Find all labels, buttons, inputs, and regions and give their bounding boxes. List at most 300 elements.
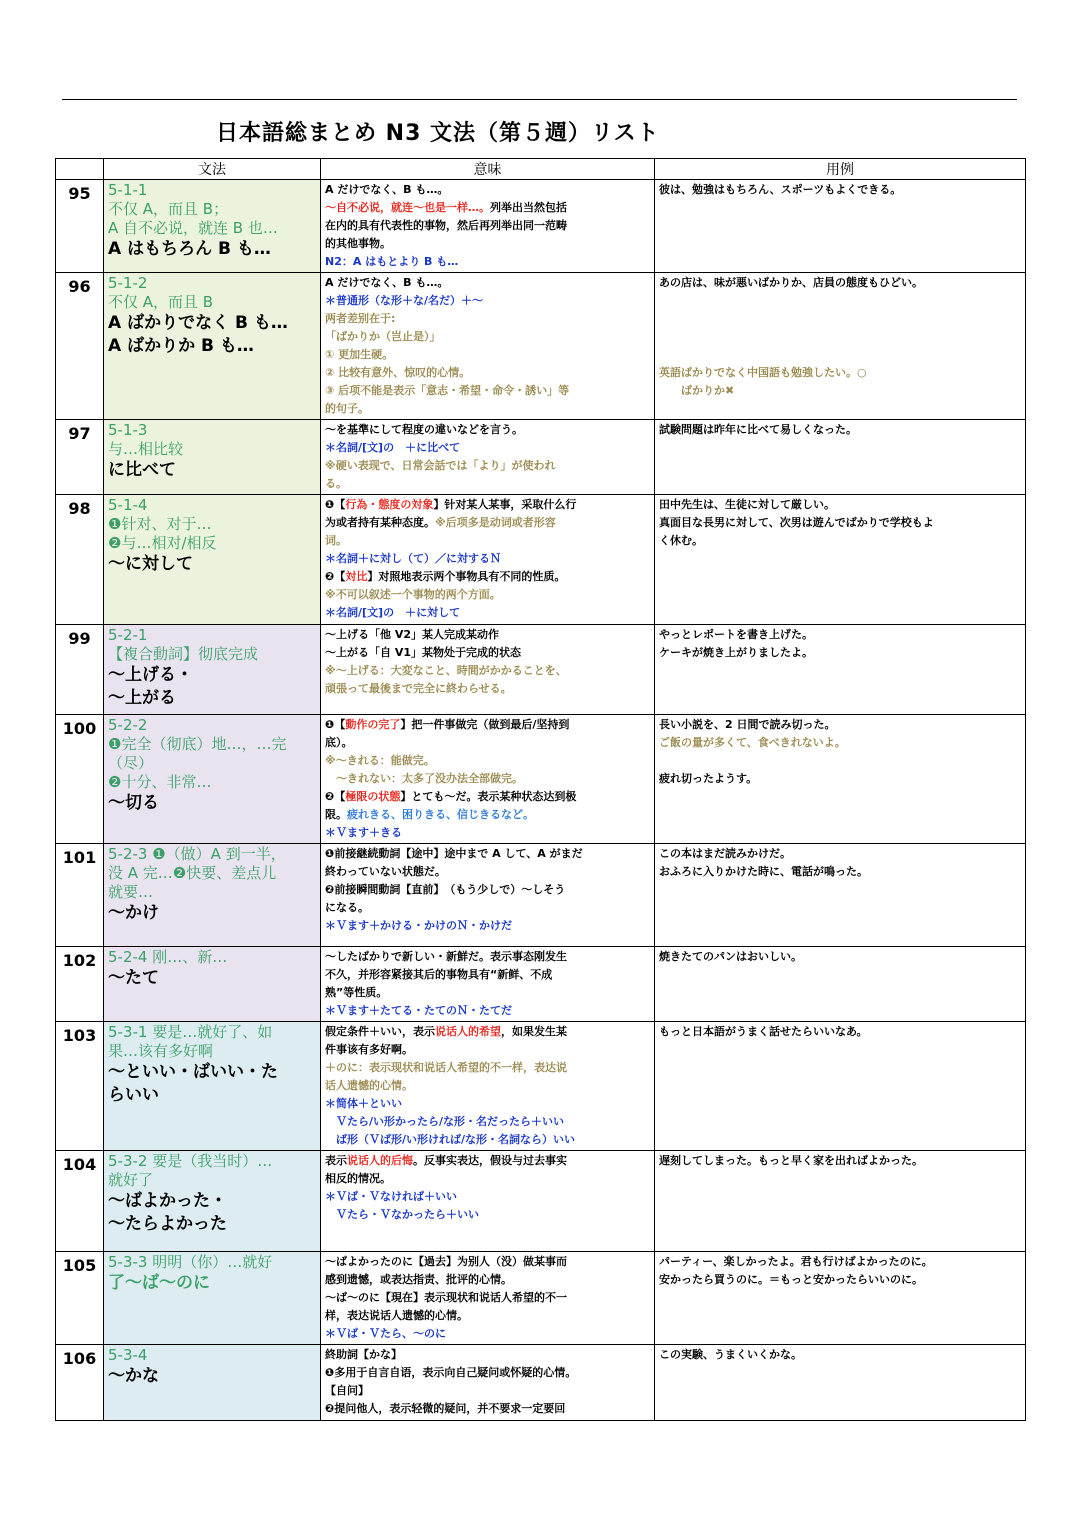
text-line xyxy=(325,328,650,346)
text-segment: る。 xyxy=(325,477,347,490)
grammar-cell xyxy=(104,947,321,1022)
text-segment: く休む。 xyxy=(659,534,703,547)
top-rule xyxy=(62,99,1017,100)
text-line xyxy=(325,788,650,806)
text-line xyxy=(659,1346,1021,1364)
text-segment: 件事该有多好啊。 xyxy=(325,1043,413,1056)
grammar-pattern: ～切る xyxy=(108,793,159,813)
grammar-label: 5-1-3 xyxy=(108,421,148,439)
text-line xyxy=(325,364,650,382)
grammar-pattern: ～たて xyxy=(108,968,159,988)
grammar-label: 不仅 A，而且 B； xyxy=(108,200,229,218)
text-segment: 说话人的后悔 xyxy=(347,1154,413,1167)
example-cell xyxy=(655,180,1026,273)
grammar-cell xyxy=(104,180,321,273)
text-segment: になる。 xyxy=(325,901,369,914)
meaning-cell xyxy=(321,947,655,1022)
text-segment xyxy=(659,294,663,307)
text-segment: ＊Ｖば・Ｖたら、～のに xyxy=(325,1327,446,1340)
text-segment: やっとレポートを書き上げた。 xyxy=(659,628,813,641)
meaning-cell xyxy=(321,273,655,420)
text-line xyxy=(325,1041,650,1059)
text-segment: ＊普通形（な形＋な/名だ）＋～ xyxy=(325,294,484,307)
text-segment: ❶【 xyxy=(325,718,346,731)
grammar-cell xyxy=(104,495,321,625)
grammar-label: 不仅 A，而且 B xyxy=(108,293,214,311)
text-segment: 感到遗憾，或表达指责、批评的心情。 xyxy=(325,1273,512,1286)
text-line xyxy=(325,310,650,328)
text-segment: ＊名詞＋に対し（て）／に対するＮ xyxy=(325,552,501,565)
text-line xyxy=(325,217,650,235)
text-line xyxy=(659,364,1021,382)
grammar-label: ❶完全（彻底）地…，…完 xyxy=(108,735,287,753)
grammar-pattern: ～上がる xyxy=(108,688,176,708)
table-header-row xyxy=(56,159,1026,180)
text-segment: 焼きたてのパンはおいしい。 xyxy=(659,950,802,963)
text-line xyxy=(325,1289,650,1307)
text-segment: 疲れきる、困りきる、信じきるなど。 xyxy=(347,808,534,821)
table-row xyxy=(56,844,1026,947)
grammar-cell xyxy=(104,420,321,495)
text-segment xyxy=(659,754,663,767)
text-segment: ② 比较有意外、惊叹的心情。 xyxy=(325,366,471,379)
text-segment: ❷提问他人，表示轻微的疑问，并不要求一定要回 xyxy=(325,1402,566,1415)
text-line xyxy=(325,948,650,966)
grammar-label: 了～ば～のに xyxy=(108,1273,210,1293)
text-line xyxy=(325,400,650,418)
text-line xyxy=(325,1188,650,1206)
text-segment: 】针对某人某事，采取什么行 xyxy=(433,498,577,511)
grammar-pattern: ～といい・ばいい・た xyxy=(108,1062,278,1082)
text-segment: ❷【 xyxy=(325,790,346,803)
grammar-label: 【複合動詞】彻底完成 xyxy=(108,645,259,663)
text-segment: 说话人的希望 xyxy=(435,1025,501,1038)
text-segment: 假定条件＋いい，表示 xyxy=(325,1025,435,1038)
text-line xyxy=(325,644,650,662)
text-segment: 列举出当然包括 xyxy=(490,201,567,214)
table-row xyxy=(56,947,1026,1022)
text-segment: おふろに入りかけた時に、電話が鳴った。 xyxy=(659,865,868,878)
text-segment xyxy=(659,312,663,325)
grammar-label: 5-2-1 xyxy=(108,626,148,644)
table-row xyxy=(56,273,1026,420)
text-segment: 終わっていない状態だ。 xyxy=(325,865,446,878)
text-line xyxy=(325,1131,650,1149)
example-cell xyxy=(655,420,1026,495)
text-segment: この本はまだ読みかけだ。 xyxy=(659,847,791,860)
grammar-pattern: らいい xyxy=(108,1085,159,1105)
text-segment: ＊Ｖます＋たてる・たてのＮ・たてだ xyxy=(325,1004,512,1017)
grammar-label: 与…相比较 xyxy=(108,440,184,458)
text-line xyxy=(325,346,650,364)
text-line xyxy=(325,1253,650,1271)
text-line xyxy=(325,1382,650,1400)
text-segment: ～上がる「自 V1」某物处于完成的状态 xyxy=(325,646,521,659)
row-number: 99 xyxy=(56,625,104,715)
meaning-cell xyxy=(321,1022,655,1151)
text-segment: Ｖたら/い形かったら/な形・名だったら＋いい xyxy=(325,1115,565,1128)
text-segment: A だけでなく、B も…。 xyxy=(325,183,449,196)
text-line xyxy=(659,770,1021,788)
example-cell xyxy=(655,625,1026,715)
text-line xyxy=(325,662,650,680)
text-segment: ～ば～のに【現在】表示现状和说话人希望的不一 xyxy=(325,1291,567,1304)
text-line xyxy=(325,917,650,935)
grammar-label: ❷十分、非常… xyxy=(108,773,212,791)
example-cell xyxy=(655,1022,1026,1151)
text-line xyxy=(325,881,650,899)
text-line xyxy=(659,1253,1021,1271)
text-line xyxy=(325,1206,650,1224)
text-segment: 样，表达说话人遗憾的心情。 xyxy=(325,1309,468,1322)
text-segment: 表示 xyxy=(325,1154,347,1167)
text-line xyxy=(325,1170,650,1188)
text-line xyxy=(325,1346,650,1364)
grammar-label: 果…该有多好啊 xyxy=(108,1042,214,1060)
text-segment: パーティー、楽しかったよ。君も行けばよかったのに。 xyxy=(659,1255,933,1268)
row-number: 98 xyxy=(56,495,104,625)
text-line xyxy=(325,181,650,199)
grammar-pattern: ～たらよかった xyxy=(108,1214,227,1234)
header-no xyxy=(56,159,104,180)
text-line xyxy=(325,1364,650,1382)
grammar-pattern: ～かけ xyxy=(108,903,159,923)
text-line xyxy=(325,863,650,881)
text-segment: 的句子。 xyxy=(325,402,369,415)
text-segment: 两者差别在于: xyxy=(325,312,396,325)
text-segment: もっと日本語がうまく話せたらいいなあ。 xyxy=(659,1025,868,1038)
grammar-label: 5-3-2 要是（我当时）… xyxy=(108,1152,273,1170)
text-segment xyxy=(659,330,663,343)
grammar-pattern: ～かな xyxy=(108,1366,159,1386)
row-number: 97 xyxy=(56,420,104,495)
row-number: 104 xyxy=(56,1151,104,1252)
grammar-label: 5-2-4 刚…、新… xyxy=(108,948,228,966)
text-line xyxy=(659,496,1021,514)
text-line xyxy=(659,274,1021,292)
table-row xyxy=(56,625,1026,715)
grammar-cell xyxy=(104,844,321,947)
text-line xyxy=(325,235,650,253)
example-cell xyxy=(655,1151,1026,1252)
row-number: 100 xyxy=(56,715,104,844)
text-segment: 的其他事物。 xyxy=(325,237,391,250)
text-segment: 在内的具有代表性的事物，然后再列举出同一范畴 xyxy=(325,219,567,232)
grammar-label: 5-1-2 xyxy=(108,274,148,292)
text-segment: Ｖたら・Ｖなかったら＋いい xyxy=(325,1208,479,1221)
text-segment: N2：A はもとより B も… xyxy=(325,255,459,268)
header-meaning: 意味 xyxy=(321,159,655,180)
text-line xyxy=(325,199,650,217)
grammar-label: 5-1-4 xyxy=(108,496,148,514)
example-cell xyxy=(655,1345,1026,1421)
text-segment: ＊名詞/[文]の ＋に対して xyxy=(325,606,461,619)
text-segment: 】とても～だ。表示某种状态达到极 xyxy=(400,790,577,803)
text-line xyxy=(325,586,650,604)
grammar-cell xyxy=(104,1252,321,1345)
grammar-cell xyxy=(104,625,321,715)
text-segment: ～上げる「他 V2」某人完成某动作 xyxy=(325,628,499,641)
grammar-label: 5-3-1 要是…就好了、如 xyxy=(108,1023,273,1041)
text-line xyxy=(325,1400,650,1418)
example-cell xyxy=(655,1252,1026,1345)
text-segment: ❷前接瞬間動詞【直前】 （もう少しで）～しそう xyxy=(325,883,566,896)
row-number: 95 xyxy=(56,180,104,273)
text-line xyxy=(325,292,650,310)
text-segment: 。反事实表达，假设与过去事实 xyxy=(413,1154,567,1167)
text-segment: ❶前接継続動詞【途中】途中まで A して、A がまだ xyxy=(325,847,583,860)
meaning-cell xyxy=(321,1345,655,1421)
text-line xyxy=(325,626,650,644)
text-line xyxy=(325,1002,650,1020)
meaning-cell xyxy=(321,1151,655,1252)
grammar-label: （尽） xyxy=(108,754,154,772)
table-body xyxy=(56,180,1026,1421)
text-segment: ＊简体＋といい xyxy=(325,1097,402,1110)
text-segment: ば形（Ｖば形/い形ければ/な形・名詞なら）いい xyxy=(325,1133,576,1146)
text-segment: 】把一件事做完（做到最后/坚持到 xyxy=(400,718,570,731)
text-line xyxy=(659,1152,1021,1170)
table-row xyxy=(56,1022,1026,1151)
text-line xyxy=(659,346,1021,364)
text-line xyxy=(325,1095,650,1113)
example-cell xyxy=(655,947,1026,1022)
row-number: 96 xyxy=(56,273,104,420)
text-line xyxy=(659,948,1021,966)
text-segment: あの店は、味が悪いばかりか、店員の態度もひどい。 xyxy=(659,276,923,289)
text-segment: 彼は、勉強はもちろん、スポーツもよくできる。 xyxy=(659,183,902,196)
meaning-cell xyxy=(321,180,655,273)
text-line xyxy=(325,1023,650,1041)
text-line xyxy=(659,734,1021,752)
text-segment: ～したばかりで新しい・新鮮だ。表示事态刚发生 xyxy=(325,950,567,963)
meaning-cell xyxy=(321,625,655,715)
text-segment: 頑張って最後まで完全に終わらせる。 xyxy=(325,682,512,695)
text-line xyxy=(325,984,650,1002)
text-segment: 词。 xyxy=(325,534,347,547)
text-line xyxy=(325,382,650,400)
text-segment: 「ばかりか（岂止是）」 xyxy=(325,330,441,343)
text-line xyxy=(325,899,650,917)
example-cell xyxy=(655,844,1026,947)
text-line xyxy=(659,382,1021,400)
text-line xyxy=(325,1325,650,1343)
text-line xyxy=(659,181,1021,199)
text-segment: ❶多用于自言自语，表示向自己疑问或怀疑的心情。 xyxy=(325,1366,577,1379)
text-line xyxy=(325,439,650,457)
text-segment: 话人遗憾的心情。 xyxy=(325,1079,413,1092)
grammar-table xyxy=(55,158,1026,1421)
table-row xyxy=(56,1151,1026,1252)
row-number: 106 xyxy=(56,1345,104,1421)
grammar-cell xyxy=(104,1151,321,1252)
text-line xyxy=(325,457,650,475)
grammar-label: A 自不必说，就连 B 也… xyxy=(108,219,278,237)
text-line xyxy=(325,421,650,439)
text-line xyxy=(659,292,1021,310)
grammar-label: 就好了 xyxy=(108,1171,154,1189)
grammar-pattern: ～に対して xyxy=(108,554,193,574)
meaning-cell xyxy=(321,1252,655,1345)
text-segment: 行為・態度の対象 xyxy=(345,498,434,511)
text-line xyxy=(325,475,650,493)
grammar-pattern: ～ばよかった・ xyxy=(108,1191,227,1211)
grammar-pattern: A ばかりでなく B も… xyxy=(108,313,288,333)
text-segment: 疲れ切ったようす。 xyxy=(659,772,758,785)
text-line xyxy=(325,966,650,984)
row-number: 101 xyxy=(56,844,104,947)
page-title: 日本語総まとめ N3 文法（第５週）リスト xyxy=(216,121,660,146)
text-segment: ※硬い表现で、日常会話では「より」が使われ xyxy=(325,459,556,472)
text-line xyxy=(659,845,1021,863)
text-line xyxy=(659,863,1021,881)
text-segment: 長い小説を、2 日間で読み切った。 xyxy=(659,718,836,731)
text-line xyxy=(325,550,650,568)
text-line xyxy=(325,1307,650,1325)
text-line xyxy=(325,716,650,734)
text-line xyxy=(659,310,1021,328)
text-segment: ＊名詞/[文]の ＋に比べて xyxy=(325,441,461,454)
text-segment: 熟”等性质。 xyxy=(325,986,388,999)
text-line xyxy=(659,644,1021,662)
grammar-pattern: ～上げる・ xyxy=(108,665,193,685)
meaning-cell xyxy=(321,495,655,625)
text-segment: ～ばよかったのに【過去】为别人（没）做某事而 xyxy=(325,1255,567,1268)
text-segment: 】对照地表示两个事物具有不同的性质。 xyxy=(367,570,566,583)
table-row xyxy=(56,495,1026,625)
text-segment: 極限の状態 xyxy=(345,790,401,803)
table-row xyxy=(56,715,1026,844)
text-segment: ❶【 xyxy=(325,498,346,511)
grammar-cell xyxy=(104,1022,321,1151)
table-row xyxy=(56,1345,1026,1421)
text-segment: 不久，并形容紧接其后的事物具有“新鲜、不成 xyxy=(325,968,553,981)
text-segment: 試験問題は昨年に比べて易しくなった。 xyxy=(659,423,857,436)
header-example: 用例 xyxy=(655,159,1026,180)
text-segment: この実験、うまくいくかな。 xyxy=(659,1348,802,1361)
text-segment: ご飯の量が多くて、食べきれないよ。 xyxy=(659,736,846,749)
table-row xyxy=(56,1252,1026,1345)
table-row xyxy=(56,180,1026,273)
text-segment: 为或者持有某种态度。 xyxy=(325,516,435,529)
text-segment: ① 更加生硬。 xyxy=(325,348,394,361)
grammar-label: 5-2-2 xyxy=(108,716,148,734)
row-number: 103 xyxy=(56,1022,104,1151)
text-line xyxy=(325,770,650,788)
text-segment: ❷【 xyxy=(325,570,346,583)
text-line xyxy=(659,626,1021,644)
row-number: 105 xyxy=(56,1252,104,1345)
text-segment: A だけでなく、B も…。 xyxy=(325,276,449,289)
text-segment: ＊Ｖます＋かける・かけのＮ・かけだ xyxy=(325,919,512,932)
text-line xyxy=(659,752,1021,770)
text-line xyxy=(325,1059,650,1077)
text-segment: ※～上げる：大変なこと、時間がかかることを、 xyxy=(325,664,567,677)
text-line xyxy=(659,716,1021,734)
text-segment: 英語ばかりでなく中国語も勉強したい。○ xyxy=(659,366,867,379)
example-cell xyxy=(655,495,1026,625)
meaning-cell xyxy=(321,844,655,947)
grammar-cell xyxy=(104,715,321,844)
text-segment: ＊Ｖば・Ｖなければ＋いい xyxy=(325,1190,457,1203)
text-segment: ※不可以叙述一个事物的两个方面。 xyxy=(325,588,501,601)
grammar-label: 5-3-4 xyxy=(108,1346,148,1364)
text-segment: 田中先生は、生徒に対して厳しい。 xyxy=(659,498,835,511)
text-segment: 安かったら買うのに。＝もっと安かったらいいのに。 xyxy=(659,1273,923,1286)
grammar-pattern: A はもちろん B も… xyxy=(108,239,271,259)
text-line xyxy=(659,532,1021,550)
text-line xyxy=(325,752,650,770)
text-line xyxy=(325,1077,650,1095)
text-segment: ③ 后项不能是表示「意志・希望・命令・誘い」等 xyxy=(325,384,570,397)
meaning-cell xyxy=(321,715,655,844)
text-line xyxy=(325,604,650,622)
text-line xyxy=(325,514,650,532)
text-segment: ばかりか✖ xyxy=(659,384,735,397)
text-segment xyxy=(659,348,663,361)
text-line xyxy=(325,496,650,514)
text-segment: 限。 xyxy=(325,808,347,821)
text-line xyxy=(325,274,650,292)
text-line xyxy=(659,421,1021,439)
text-line xyxy=(659,328,1021,346)
text-segment: ※～きれる：能做完。 xyxy=(325,754,435,767)
table-row xyxy=(56,420,1026,495)
grammar-cell xyxy=(104,273,321,420)
text-segment: ～自不必说，就连～也是一样…。 xyxy=(325,201,490,214)
example-cell xyxy=(655,715,1026,844)
text-line xyxy=(325,568,650,586)
text-segment: ～きれない：太多了没办法全部做完。 xyxy=(325,772,523,785)
text-line xyxy=(325,1113,650,1131)
grammar-label: 5-2-3 ❶（做）A 到一半， xyxy=(108,845,286,863)
text-segment: ～を基準にして程度の違いなどを言う。 xyxy=(325,423,523,436)
text-line xyxy=(325,680,650,698)
text-segment: ＊Ｖます＋きる xyxy=(325,826,402,839)
grammar-cell xyxy=(104,1345,321,1421)
text-segment: 動作の完了 xyxy=(345,718,401,731)
grammar-pattern: A ばかりか B も… xyxy=(108,336,254,356)
example-cell xyxy=(655,273,1026,420)
grammar-label: 就要… xyxy=(108,883,154,901)
text-line xyxy=(325,734,650,752)
text-line xyxy=(325,1152,650,1170)
text-segment: ケーキが焼き上がりましたよ。 xyxy=(659,646,813,659)
text-line xyxy=(325,845,650,863)
text-segment: 【自问】 xyxy=(325,1384,369,1397)
text-line xyxy=(659,514,1021,532)
grammar-label: 没 A 完…❷快要、差点儿 xyxy=(108,864,277,882)
row-number: 102 xyxy=(56,947,104,1022)
text-line xyxy=(659,1023,1021,1041)
text-segment: ，如果发生某 xyxy=(501,1025,567,1038)
text-line xyxy=(325,253,650,271)
text-segment: 底）。 xyxy=(325,736,353,749)
text-segment: 遅刻してしまった。もっと早く家を出ればよかった。 xyxy=(659,1154,923,1167)
text-line xyxy=(325,1271,650,1289)
meaning-cell xyxy=(321,420,655,495)
header-grammar: 文法 xyxy=(104,159,321,180)
grammar-label: ❶针对、对于… xyxy=(108,515,212,533)
text-segment: 対比 xyxy=(345,570,368,583)
text-segment: ＋のに：表示现状和说话人希望的不一样，表达说 xyxy=(325,1061,567,1074)
text-line xyxy=(325,532,650,550)
grammar-label: 5-3-3 明明（你）…就好 xyxy=(108,1253,273,1271)
grammar-pattern: に比べて xyxy=(108,460,176,480)
text-line xyxy=(659,1271,1021,1289)
text-segment: ※后项多是动词或者形容 xyxy=(435,516,556,529)
text-segment: 相反的情况。 xyxy=(325,1172,391,1185)
